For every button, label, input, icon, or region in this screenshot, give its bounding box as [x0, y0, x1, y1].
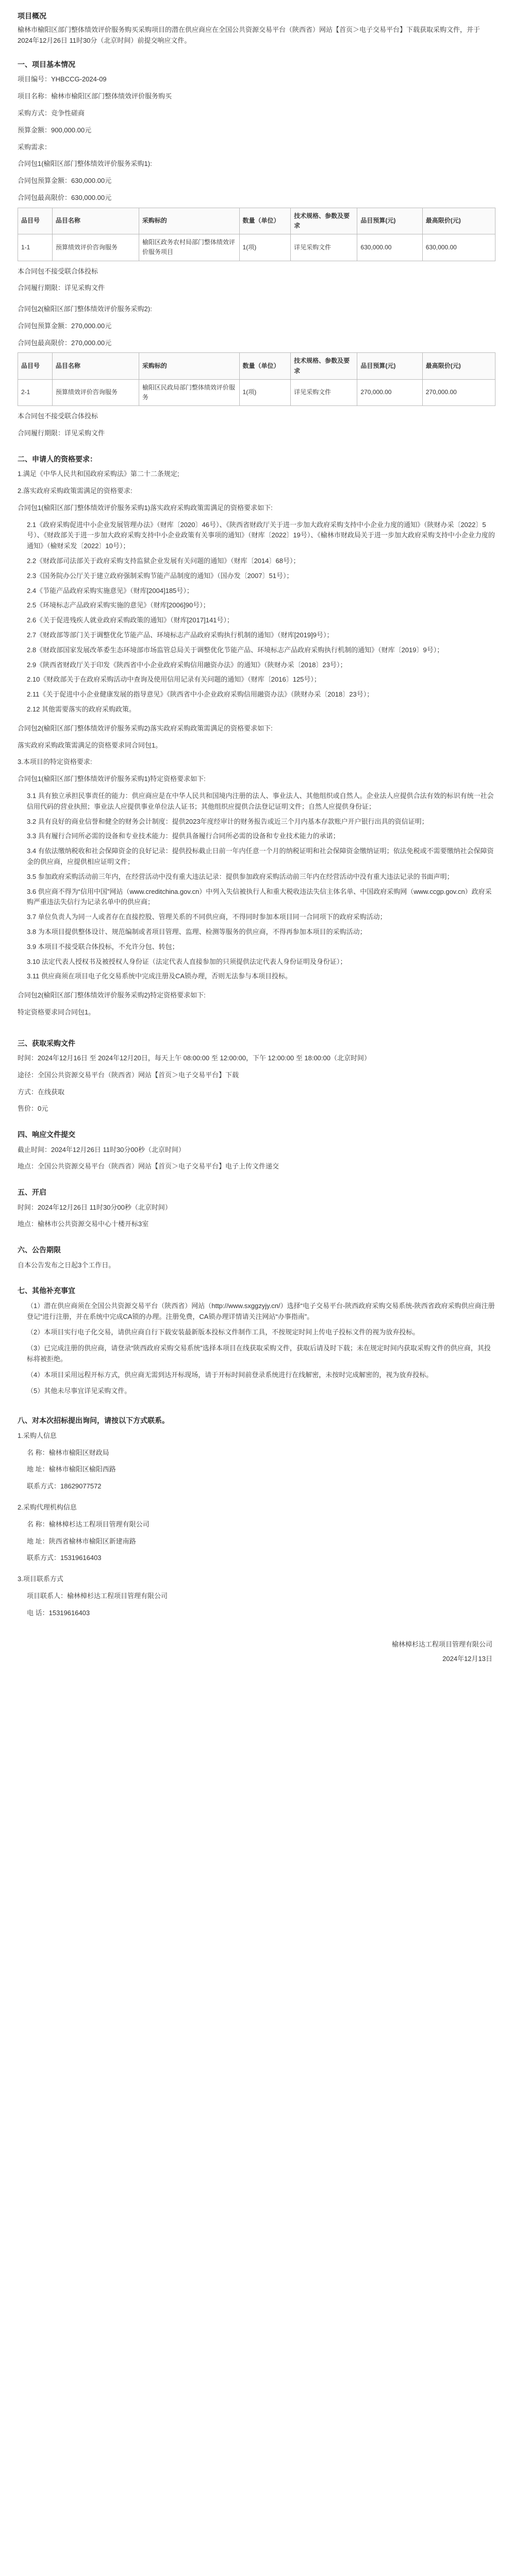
policy-item: 2.6《关于促进残疾人就业政府采购政策的通知》（财库[2017]141号）； — [27, 616, 234, 624]
package-performance: 合同履行期限：详见采购文件 — [18, 429, 105, 437]
package-budget: 合同包预算金额：630,000.00元 — [18, 177, 112, 185]
special-qualification-item: 3.10 法定代表人授权书及被授权人身份证（法定代表人直接参加的只须提供法定代表人身份证明及身份证）； — [27, 957, 347, 965]
special-qualification-item: 3.7 单位负责人为同一人或者存在直接控股、管理关系的不同供应商，不得同时参加本项目同一合同项下的政府采购活动； — [27, 913, 387, 921]
get-place: 途径：全国公共资源交易平台（陕西省）网站【首页＞电子交易平台】下载 — [18, 1071, 239, 1079]
policy-item: 2.1《政府采购促进中小企业发展管理办法》（财库〔2020〕46号）、《陕西省财政厅关于进一步加大政府采购支持中小企业力度的通知》（陕财办采〔2022〕5号）、《财政部关于进一步加大政府采购支持中小企业政策有关事项的通知》（财库〔2022〕19号）、《榆林市财政局关于进一步加大政府采购支持中小企业力度的通知》（榆财采发〔2022〕10号）； — [27, 520, 495, 550]
policy-item: 2.2《财政部司法部关于政府采购支持监狱企业发展有关问题的通知》（财库〔2014〕68号）； — [27, 557, 300, 565]
table-header-row — [18, 208, 495, 234]
header-cell: 数量（单位） — [239, 353, 291, 379]
policy-item: 2.3《国务院办公厅关于建立政府强制采购节能产品制度的通知》（国办发〔2007〕51号）； — [27, 571, 293, 580]
package-budget: 合同包预算金额：270,000.00元 — [18, 321, 112, 330]
package-2 — [18, 304, 495, 439]
project-name: 项目名称：榆林市榆阳区部门整体绩效评价服务购买 — [18, 92, 172, 100]
header-cell: 技术规格、参数及要求 — [291, 353, 357, 379]
cell-budget: 630,000.00 — [357, 234, 422, 261]
qualification-item: 合同包1(榆阳区部门整体绩效评价服务采购1)落实政府采购政策需满足的资格要求如下: — [18, 503, 273, 512]
buyer-phone: 联系方式：18629077572 — [27, 1482, 102, 1490]
pkg2-policy-head: 合同包2(榆阳区部门整体绩效评价服务采购2)落实政府采购政策需满足的资格要求如下: — [18, 724, 273, 732]
package-joint: 本合同包不接受联合体投标 — [18, 267, 98, 275]
buyer-head: 1.采购人信息 — [18, 1431, 57, 1439]
policy-item: 2.9《陕西省财政厅关于印发《陕西省中小企业政府采购信用融资办法》的通知》（陕财办采〔2018〕23号）； — [27, 660, 347, 669]
package-limit: 合同包最高限价：270,000.00元 — [18, 338, 112, 347]
header-cell: 品目预算(元) — [357, 208, 422, 234]
qualification-item: 1.满足《中华人民共和国政府采购法》第二十二条规定; — [18, 470, 179, 478]
policy-item: 2.8《财政部国家发展改革委生态环境部市场监管总局关于调整优化节能产品、环境标志产品政府采购执行机制的通知》（财库〔2019〕9号）； — [27, 646, 444, 654]
package-1 — [18, 159, 495, 294]
submission-deadline: 截止时间：2024年12月26日 11时30分00秒（北京时间） — [18, 1145, 185, 1154]
signature-org: 榆林樟杉达工程项目管理有限公司 — [391, 1640, 492, 1648]
section2-title: 二、申请人的资格要求： — [18, 454, 97, 463]
cell-spec: 详见采购文件 — [291, 234, 357, 261]
cell-target: 榆阳区政务农村局部门整体绩效评价服务项目 — [139, 234, 239, 261]
special-qualification-pkg2: 合同包2(榆阳区部门整体绩效评价服务采购2)特定资格要求如下: — [18, 991, 206, 999]
section-other-matters — [18, 1285, 495, 1396]
policy-item: 2.12 其他需要落实的政府采购政策。 — [27, 705, 136, 713]
other-matter-item: （2）本项目实行电子化交易，请供应商自行下载安装最新版本投标文件制作工具，不按规定时间上传电子投标文件的视为放弃投标。 — [27, 1328, 420, 1336]
section8-title: 八、对本次招标提出询问，请按以下方式联系。 — [18, 1416, 169, 1425]
package-joint: 本合同包不接受联合体投标 — [18, 412, 98, 420]
pkg2-policy-text: 落实政府采购政策需满足的资格要求同合同包1。 — [18, 741, 162, 749]
agency-address: 地 址：陕西省榆林市榆阳区新建南路 — [27, 1537, 136, 1545]
other-matter-item: （1）潜在供应商须在全国公共资源交易平台（陕西省）网站（http://www.sxggzyjy.cn/）选择“电子交易平台-陕西政府采购交易系统-陕西省政府采购供应商注册登记”进行注册，并在系统中完成CA锁的办理。注册免费，CA锁办理详情请关注网站“办事指南”。 — [27, 1301, 495, 1320]
special-qualification-item: 3.4 有依法缴纳税收和社会保障资金的良好记录：提供投标截止日前一年内任意一个月的纳税证明和社会保障资金缴纳证明；依法免税或不需要缴纳社会保障资金的供应商，应提供相应证明文件； — [27, 847, 494, 866]
package-title: 合同包2(榆阳区部门整体绩效评价服务采购2): — [18, 305, 152, 313]
other-matter-item: （5）其他未尽事宜详见采购文件。 — [27, 1386, 131, 1395]
special-qualification-item: 3.9 本项目不接受联合体投标，不允许分包、转包； — [27, 942, 179, 951]
procurement-method: 采购方式：竞争性磋商 — [18, 109, 85, 117]
other-matter-item: （3）已完成注册的供应商，请登录“陕西政府采购交易系统”选择本项目在线获取采购文件，获取后请及时下载；未在规定时间内获取采购文件的供应商，其投标将被拒绝。 — [27, 1344, 491, 1363]
section5-title: 五、开启 — [18, 1188, 46, 1197]
section-opening — [18, 1187, 495, 1230]
special-qualification-item: 3.3 具有履行合同所必需的设备和专业技术能力：提供具备履行合同所必需的设备和专业技术能力的承诺； — [27, 832, 340, 840]
cell-target: 榆阳区民政局部门整体绩效评价服务 — [139, 379, 239, 405]
notice-period-text: 自本公告发布之日起3个工作日。 — [18, 1261, 115, 1269]
header-cell: 技术规格、参数及要求 — [291, 208, 357, 234]
cell-category: 预算绩效评价咨询服务 — [52, 234, 139, 261]
other-matter-item: （4）本项目采用远程开标方式，供应商无需到达开标现场，请于开标时间前登录系统进行在线解密，未按时完成解密的，视为放弃投标。 — [27, 1370, 433, 1379]
section7-title: 七、其他补充事宜 — [18, 1286, 75, 1295]
cell-limit: 630,000.00 — [422, 234, 495, 261]
project-overview — [18, 10, 495, 46]
cell-category: 预算绩效评价咨询服务 — [52, 379, 139, 405]
special-qualification-item: 3.2 具有良好的商业信誉和健全的财务会计制度：提供2023年度经审计的财务报告或近三个月内基本存款账户开户银行出具的资信证明； — [27, 817, 428, 825]
special-qualification-pkg1: 合同包1(榆阳区部门整体绩效评价服务采购1)特定资格要求如下: — [18, 775, 206, 783]
budget-amount: 预算金额：900,000.00元 — [18, 126, 92, 134]
cell-item-no: 2-1 — [18, 379, 53, 405]
package-table — [18, 208, 495, 261]
header-cell: 品目号 — [18, 353, 53, 379]
special-qualification-item: 3.6 供应商不得为“信用中国”网站（www.creditchina.gov.cn）中列入失信被执行人和重大税收违法失信主体名单、中国政府采购网（www.ccgp.gov.cn）政府采购严重违法失信行为记录名单中的供应商； — [27, 887, 492, 906]
cell-quantity: 1(项) — [239, 234, 291, 261]
section6-title: 六、公告期限 — [18, 1246, 61, 1255]
opening-place: 地点：榆林市公共资源交易中心十楼开标3室 — [18, 1220, 149, 1228]
get-price: 售价：0元 — [18, 1105, 48, 1113]
policy-item: 2.7《财政部等部门关于调整优化节能产品、环境标志产品政府采购执行机制的通知》（财库[2019]9号）； — [27, 631, 334, 639]
cell-item-no: 1-1 — [18, 234, 53, 261]
header-cell: 最高限价(元) — [422, 353, 495, 379]
overview-heading: 项目概况 — [18, 12, 46, 20]
policy-list — [18, 520, 495, 715]
submission-place: 地点：全国公共资源交易平台（陕西省）网站【首页＞电子交易平台】电子上传文件递交 — [18, 1162, 279, 1171]
table-row — [18, 234, 495, 261]
agency-name: 名 称：榆林樟杉达工程项目管理有限公司 — [27, 1520, 150, 1528]
section3-title: 三、获取采购文件 — [18, 1039, 75, 1047]
section-basic-info — [18, 59, 495, 439]
policy-item: 2.10《财政部关于在政府采购活动中查询及使用信用记录有关问题的通知》（财库〔2016〕125号）； — [27, 675, 321, 684]
cell-quantity: 1(项) — [239, 379, 291, 405]
header-cell: 品目名称 — [52, 208, 139, 234]
policy-item: 2.11《关于促进中小企业健康发展的指导意见》《陕西省中小企业政府采购信用融资办法》（陕财办采〔2018〕23号）； — [27, 690, 374, 699]
cell-budget: 270,000.00 — [357, 379, 422, 405]
header-cell: 品目号 — [18, 208, 53, 234]
special-qualification-item: 3.5 参加政府采购活动前三年内，在经营活动中没有重大违法记录：提供参加政府采购活动前三年内在经营活动中没有重大违法记录的书面声明； — [27, 872, 454, 880]
buyer-name: 名 称：榆林市榆阳区财政局 — [27, 1448, 109, 1456]
agency-phone: 联系方式：15319616403 — [27, 1554, 102, 1562]
get-mode: 方式：在线获取 — [18, 1088, 65, 1096]
header-cell: 品目名称 — [52, 353, 139, 379]
contact-head: 3.项目联系方式 — [18, 1575, 63, 1583]
get-time: 时间：2024年12月16日 至 2024年12月20日，每天上午 08:00:00 至 12:00:00，下午 12:00:00 至 18:00:00（北京时间） — [18, 1054, 371, 1062]
section4-title: 四、响应文件提交 — [18, 1130, 75, 1139]
section-notice-period — [18, 1244, 495, 1270]
contact-name: 项目联系人：榆林樟杉达工程项目管理有限公司 — [27, 1591, 168, 1600]
table-header-row — [18, 353, 495, 379]
table-row — [18, 379, 495, 405]
section-get-documents — [18, 1038, 495, 1115]
special-qualification-item: 3.1 具有独立承担民事责任的能力：供应商应是在中华人民共和国境内注册的法人、事业法人、其他组织或自然人。企业法人应提供合法有效的标识有统一社会信用代码的营业执照；事业法人应提供事业单位法人证书；其他组织应提供合法登记证明文件；自然人应提供身份证； — [27, 791, 494, 810]
special-qualification-list — [18, 791, 495, 982]
qualification-item: 2.落实政府采购政策需满足的资格要求: — [18, 487, 133, 495]
policy-item: 2.5《环境标志产品政府采购实施的意见》（财库[2006]90号）； — [27, 601, 210, 609]
special-qualification-item: 3.8 为本项目提供整体设计、规范编制或者项目管理、监理、检测等服务的供应商，不得再参加本项目的采购活动； — [27, 927, 367, 936]
buyer-address: 地 址：榆林市榆阳区榆阳西路 — [27, 1465, 116, 1473]
package-performance: 合同履行期限：详见采购文件 — [18, 284, 105, 292]
requirement-head: 采购需求： — [18, 143, 52, 151]
package-table — [18, 352, 495, 406]
header-cell: 采购标的 — [139, 208, 239, 234]
header-cell: 数量（单位） — [239, 208, 291, 234]
special-qualification-head: 3.本项目的特定资格要求: — [18, 758, 92, 766]
signature-date: 2024年12月13日 — [442, 1655, 492, 1663]
agency-head: 2.采购代理机构信息 — [18, 1503, 77, 1511]
cell-spec: 详见采购文件 — [291, 379, 357, 405]
header-cell: 品目预算(元) — [357, 353, 422, 379]
section-contacts — [18, 1415, 495, 1618]
section-qualifications — [18, 453, 495, 1018]
signature-block — [18, 1639, 495, 1665]
package-title: 合同包1(榆阳区部门整体绩效评价服务采购1): — [18, 160, 152, 168]
contact-phone: 电 话：15319616403 — [27, 1608, 90, 1617]
project-number: 项目编号：YHBCCG-2024-09 — [18, 75, 107, 83]
header-cell: 采购标的 — [139, 353, 239, 379]
cell-limit: 270,000.00 — [422, 379, 495, 405]
section-submission — [18, 1129, 495, 1172]
overview-text: 榆林市榆阳区部门整体绩效评价服务购买采购项目的潜在供应商应在全国公共资源交易平台（陕西省）网站【首页＞电子交易平台】下载获取采购文件，并于 2024年12月26日 11时30分（北京时间）前提交响应文件。 — [18, 26, 481, 45]
special-qualification-item: 3.11 供应商须在项目电子化交易系统中完成注册及CA锁办理，否则无法参与本项目投标。 — [27, 972, 292, 980]
header-cell: 最高限价(元) — [422, 208, 495, 234]
policy-item: 2.4《节能产品政府采购实施意见》（财库[2004]185号）； — [27, 586, 193, 595]
special-qualification-pkg2-text: 特定资格要求同合同包1。 — [18, 1008, 95, 1016]
opening-time: 时间：2024年12月26日 11时30分00秒（北京时间） — [18, 1203, 172, 1211]
package-limit: 合同包最高限价：630,000.00元 — [18, 193, 112, 201]
section1-title: 一、项目基本情况 — [18, 60, 75, 69]
